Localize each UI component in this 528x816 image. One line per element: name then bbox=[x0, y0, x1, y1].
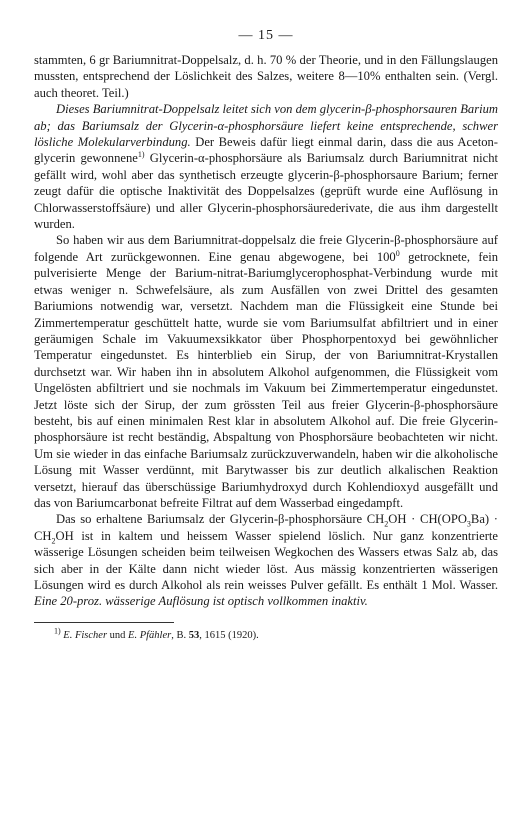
degree-mark: 0 bbox=[395, 248, 400, 258]
paragraph-4-text-a: Das so erhaltene Bariumsalz der Glycerin-β-phosphorsäure CH bbox=[56, 512, 385, 527]
footnote-author-1: E. Fischer bbox=[63, 629, 108, 641]
paragraph-4-italic: Eine 20-proz. wässerige Auflösung ist optisch vollkommen inaktiv. bbox=[34, 594, 368, 609]
page-number: — 15 — bbox=[238, 28, 294, 43]
paragraph-4-text-d: OH ist in kaltem und heissem Wasser spielend löslich. Nur ganz konzentrierte wässerige Lösungen scheiden beim teilweisen Wegkochen des Wassers etwas Salz ab, das sich aber in der Kälte dann nicht wieder löst. Aus mässig konzentrierten wässerigen Lösungen wird es durch Alkohol als rein weisses Pulver gefällt. Es enthält 1 Mol. Wasser. bbox=[34, 528, 498, 592]
formula-subscript-3: 2 bbox=[51, 536, 56, 546]
footnote-marker: 1) bbox=[54, 626, 61, 636]
paragraph-2-text-a: Der Beweis dafür liegt einmal darin, dass die aus Aceton-glycerin gewonnene bbox=[34, 135, 498, 166]
footnote-rest: , 1615 (1920). bbox=[199, 629, 259, 641]
paragraph-3-text-b: getrocknete, fein pulverisierte Menge der Barium-nitrat-Bariumglycerophosphat-Verbindung wurde mit etwas weniger n. Schwefelsäure, als zum Ausfällen von zwei Drittel des gesamten Bariumions notwendig war, versetzt. Nachdem man die Flüssigkeit eine Stunde bei Zimmertemperatur geschüttelt hatte, wurde sie vom Bariumsulfat abfiltriert und in einer geräumigen Schale im Vakuumexsikkator über Phosphorpentoxyd bei gewöhnlicher Temperatur eingedunstet. Es hinterblieb ein Sirup, der von Bariumnitrat-Krystallen durchsetzt war. Wir haben ihn in absolutem Alkohol aufgenommen, die Flüssigkeit vom Ungelösten abfiltriert und sie nochmals im Vakuum bei Zimmertemperatur eingedunstet. Jetzt löste sich der Sirup, der zum grössten Teil aus freier Glycerin-β-phosphorsäure besteht, bis auf einen minimalen Rest klar in absolutem Alkohol auf. Die freie Glycerin-phosphorsäure ist recht beständig, Abspaltung von Phosphorsäure beobachteten wir nicht. Um sie wieder in das einfache Bariumsalz zurückzuverwandeln, haben wir die alkoholische Lösung mit Wasser verdünnt, mit Barytwasser bis zur deutlich alkalischen Reaktion versetzt, hierauf das überschüssige Bariumhydroxyd durch Kohlendioxyd ausgefällt und das von Bariumcarbonat befreite Filtrat auf dem Wasserbad eingedampft. bbox=[34, 249, 499, 510]
footnote-author-2: E. Pfähler bbox=[128, 629, 172, 641]
paragraph-4-text-c: Ba) · CH bbox=[34, 512, 498, 543]
paragraph-2-text-b: Glycerin-α-phosphorsäure als Bariumsalz durch Bariumnitrat nicht gefällt wird, wohl aber das synthetisch erzeugte glycerin-β-phosphorsaure Barium; ferner zeugt dafür die optische Inaktivität des Doppelsalzes (geprüft wurde eine Auflösung in Chlorwasserstoffsäure) und aller Glycerin-phosphorsäurederivate, die aus ihm dargestellt wurden. bbox=[34, 151, 499, 232]
paragraph-1 bbox=[34, 52, 498, 101]
footnote bbox=[34, 626, 498, 642]
paragraph-3 bbox=[34, 232, 498, 511]
paragraph-4 bbox=[34, 511, 498, 609]
paragraph-2-italic: Dieses Bariumnitrat-Doppelsalz leitet sich von dem glycerin-β-phosphorsauren Barium ab; das Bariumsalz der Glycerin-α-phosphorsäure liefert keine entsprechende, schwer lösliche Molekularverbindung. bbox=[34, 102, 498, 150]
formula-subscript-1: 2 bbox=[384, 519, 389, 529]
paragraph-3-text-a: So haben wir aus dem Bariumnitrat-doppelsalz die freie Glycerin-β-phosphorsäure auf folgende Art zurückgewonnen. Eine genau abgewogene, bei 100 bbox=[34, 233, 498, 264]
formula-subscript-2: 3 bbox=[466, 519, 471, 529]
footnote-divider bbox=[34, 622, 174, 623]
footnote-reference: 1) bbox=[137, 150, 145, 160]
footnote-volume: 53 bbox=[188, 629, 200, 641]
paragraph-2 bbox=[34, 101, 498, 232]
paragraph-1-text: stammten, 6 gr Bariumnitrat-Doppelsalz, d. h. 70 % der Theorie, und in den Fällungslaugen mussten, entsprechend der Löslichkeit des Salzes, weitere 8—10% enthalten sein. (Vergl. auch theoret. Teil.) bbox=[34, 53, 498, 100]
document-page bbox=[34, 28, 498, 642]
footnote-and: und bbox=[107, 629, 129, 641]
paragraph-4-text-b: OH · CH(OPO bbox=[388, 512, 467, 527]
footnote-journal: , B. bbox=[171, 629, 189, 641]
